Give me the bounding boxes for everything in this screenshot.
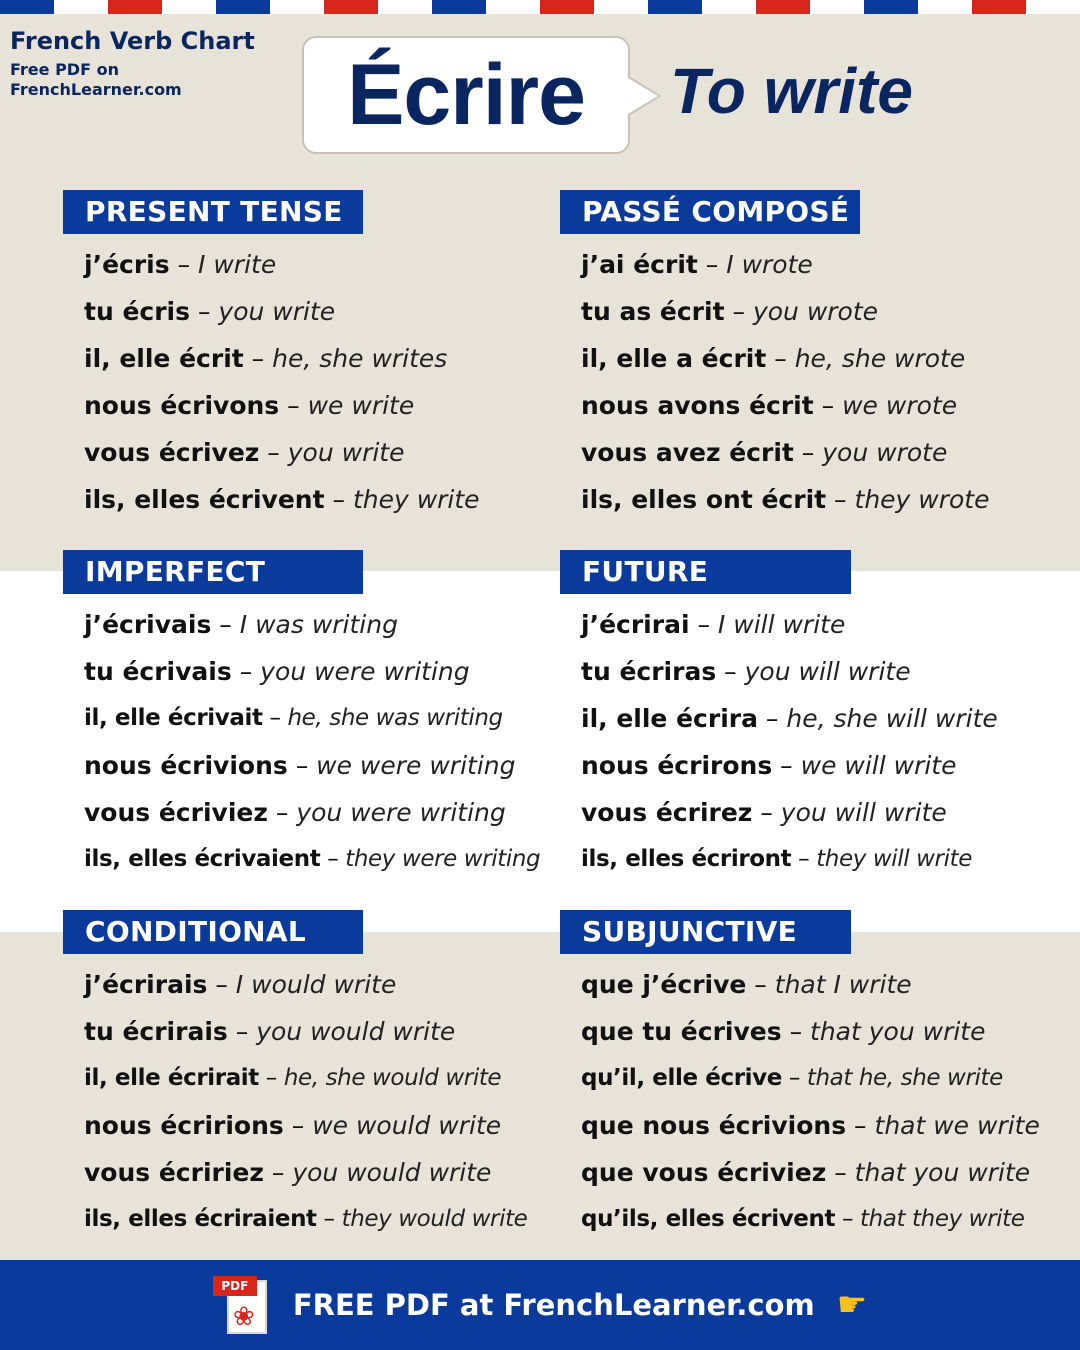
separator-dash: – <box>791 846 817 872</box>
separator-dash: – <box>320 846 346 872</box>
separator-dash: – <box>757 704 787 733</box>
conjugation-row <box>560 288 1060 335</box>
verb-translation: To write <box>670 55 913 127</box>
conjugation-row <box>560 836 1060 883</box>
french-form: vous écrivez <box>84 438 260 467</box>
english-translation: I was writing <box>239 610 398 639</box>
conjugation-row <box>560 241 1060 288</box>
english-translation: he, she writes <box>272 344 448 373</box>
english-translation: they wrote <box>854 485 990 514</box>
brand <box>10 26 270 100</box>
separator-dash: – <box>207 970 236 999</box>
tense-header: CONDITIONAL <box>63 910 363 954</box>
french-form: nous avons écrit <box>581 391 814 420</box>
french-form: vous écririez <box>84 1158 264 1187</box>
english-translation: he, she wrote <box>794 344 966 373</box>
english-translation: that they write <box>860 1206 1025 1232</box>
french-form: j’écrirais <box>84 970 208 999</box>
french-form: qu’ils, elles écrivent <box>581 1206 836 1232</box>
english-translation: you would write <box>292 1158 492 1187</box>
conjugation-row <box>560 1102 1060 1149</box>
french-form: nous écrivions <box>84 751 288 780</box>
french-form: j’écris <box>84 250 170 279</box>
flag-stripe-segment <box>432 0 486 14</box>
english-translation: I wrote <box>726 250 813 279</box>
french-form: nous écririons <box>84 1111 284 1140</box>
conjugation-row <box>63 1055 563 1102</box>
french-form: que j’écrive <box>581 970 747 999</box>
french-form: que tu écrives <box>581 1017 782 1046</box>
french-form: j’écrirai <box>581 610 690 639</box>
brand-title: French Verb Chart <box>10 27 255 55</box>
flag-stripe-segment <box>702 0 756 14</box>
french-form: ils, elles écrivaient <box>84 846 321 872</box>
english-translation: you were writing <box>296 798 506 827</box>
conjugation-row <box>560 1196 1060 1243</box>
separator-dash: – <box>752 798 781 827</box>
french-form: vous écrirez <box>581 798 753 827</box>
english-translation: you write <box>218 297 336 326</box>
flag-stripe-segment <box>864 0 918 14</box>
english-translation: he, she will write <box>786 704 998 733</box>
english-translation: we write <box>307 391 415 420</box>
separator-dash: – <box>316 1206 342 1232</box>
conjugation-list <box>560 241 1060 523</box>
pdf-file-icon: PDF ❀ <box>213 1272 275 1338</box>
separator-dash: – <box>793 438 823 467</box>
english-translation: I would write <box>235 970 397 999</box>
separator-dash: – <box>227 1017 257 1046</box>
flag-stripe-segment <box>324 0 378 14</box>
french-form: ils, elles écriront <box>581 846 792 872</box>
english-translation: you would write <box>256 1017 456 1046</box>
separator-dash: – <box>846 1111 875 1140</box>
flag-stripe-segment <box>54 0 108 14</box>
separator-dash: – <box>826 485 855 514</box>
english-translation: that I write <box>774 970 912 999</box>
french-form: il, elle écrira <box>581 704 758 733</box>
tense-block <box>560 550 1060 883</box>
french-form: qu’il, elle écrive <box>581 1065 782 1091</box>
english-translation: we will write <box>800 751 957 780</box>
conjugation-list <box>560 601 1060 883</box>
conjugation-list <box>63 961 563 1243</box>
conjugation-row <box>63 1102 563 1149</box>
flag-stripe-segment <box>972 0 1026 14</box>
french-form: que vous écriviez <box>581 1158 827 1187</box>
separator-dash: – <box>169 250 199 279</box>
english-translation: you write <box>287 438 405 467</box>
french-form: j’écrivais <box>84 610 212 639</box>
conjugation-row <box>63 836 563 883</box>
separator-dash: – <box>772 751 801 780</box>
conjugation-row <box>560 429 1060 476</box>
separator-dash: – <box>766 344 795 373</box>
conjugation-row <box>560 648 1060 695</box>
conjugation-row <box>63 429 563 476</box>
english-translation: that you write <box>854 1158 1031 1187</box>
french-form: il, elle écrirait <box>84 1065 259 1091</box>
tense-header: FUTURE <box>560 550 851 594</box>
flag-stripe-segment <box>918 0 972 14</box>
french-form: vous avez écrit <box>581 438 794 467</box>
conjugation-row <box>560 382 1060 429</box>
conjugation-row <box>63 601 563 648</box>
conjugation-row <box>63 1196 563 1243</box>
english-translation: we would write <box>312 1111 502 1140</box>
conjugation-row <box>63 335 563 382</box>
conjugation-row <box>63 742 563 789</box>
english-translation: that we write <box>874 1111 1040 1140</box>
separator-dash: – <box>835 1206 860 1232</box>
conjugation-row <box>560 961 1060 1008</box>
conjugation-row <box>560 1008 1060 1055</box>
verb-title-bubble <box>302 36 630 154</box>
flag-stripe-segment <box>540 0 594 14</box>
english-translation: they would write <box>341 1206 528 1232</box>
separator-dash: – <box>267 798 297 827</box>
conjugation-list <box>63 601 563 883</box>
french-form: ils, elles écrivent <box>84 485 325 514</box>
english-translation: he, she was writing <box>287 705 503 731</box>
french-form: ils, elles écriraient <box>84 1206 317 1232</box>
separator-dash: – <box>287 751 317 780</box>
separator-dash: – <box>826 1158 855 1187</box>
english-translation: that you write <box>810 1017 986 1046</box>
tense-block <box>63 550 563 883</box>
pdf-badge: PDF <box>213 1276 257 1296</box>
conjugation-list <box>63 241 563 523</box>
conjugation-row <box>63 1008 563 1055</box>
separator-dash: – <box>689 610 718 639</box>
english-translation: you will write <box>780 798 947 827</box>
tense-block <box>63 190 563 523</box>
conjugation-row <box>560 742 1060 789</box>
english-translation: we were writing <box>316 751 516 780</box>
conjugation-row <box>63 648 563 695</box>
separator-dash: – <box>697 250 727 279</box>
english-translation: you wrote <box>822 438 948 467</box>
conjugation-row <box>560 335 1060 382</box>
english-translation: I will write <box>717 610 846 639</box>
separator-dash: – <box>781 1017 811 1046</box>
flag-stripe-segment <box>810 0 864 14</box>
separator-dash: – <box>211 610 240 639</box>
flag-stripe-segment <box>756 0 810 14</box>
pointing-hand-icon: ☛ <box>836 1285 868 1325</box>
french-form: il, elle a écrit <box>581 344 767 373</box>
flag-stripe-segment <box>1026 0 1080 14</box>
flag-stripe-segment <box>0 0 54 14</box>
french-form: vous écriviez <box>84 798 268 827</box>
conjugation-row <box>63 961 563 1008</box>
french-form: tu as écrit <box>581 297 725 326</box>
separator-dash: – <box>724 297 753 326</box>
separator-dash: – <box>231 657 261 686</box>
conjugation-row <box>560 476 1060 523</box>
english-translation: you were writing <box>260 657 470 686</box>
flag-stripe-segment <box>108 0 162 14</box>
conjugation-row <box>560 695 1060 742</box>
french-form: tu écrivais <box>84 657 232 686</box>
tense-block <box>560 190 1060 523</box>
tense-header: PASSÉ COMPOSÉ <box>560 190 860 234</box>
separator-dash: – <box>279 391 308 420</box>
verb-infinitive: Écrire <box>347 46 585 143</box>
tense-header: SUBJUNCTIVE <box>560 910 851 954</box>
conjugation-row <box>63 1149 563 1196</box>
footer-link-text[interactable]: FREE PDF at FrenchLearner.com <box>292 1288 815 1322</box>
flag-stripe-segment <box>270 0 324 14</box>
flag-stripe-segment <box>216 0 270 14</box>
english-translation: we wrote <box>842 391 958 420</box>
english-translation: I write <box>198 250 277 279</box>
separator-dash: – <box>746 970 775 999</box>
conjugation-row <box>63 476 563 523</box>
english-translation: they were writing <box>345 846 541 872</box>
conjugation-row <box>560 601 1060 648</box>
conjugation-row <box>63 695 563 742</box>
separator-dash: – <box>716 657 745 686</box>
english-translation: they write <box>352 485 480 514</box>
french-form: tu écris <box>84 297 191 326</box>
english-translation: you will write <box>744 657 911 686</box>
separator-dash: – <box>263 1158 293 1187</box>
french-form: il, elle écrivait <box>84 705 263 731</box>
french-form: tu écriras <box>581 657 717 686</box>
separator-dash: – <box>781 1065 807 1091</box>
french-form: tu écrirais <box>84 1017 228 1046</box>
brand-subtitle: Free PDF on FrenchLearner.com <box>10 60 182 99</box>
flag-stripe-segment <box>378 0 432 14</box>
french-form: nous écrivons <box>84 391 280 420</box>
footer-banner[interactable] <box>0 1260 1080 1350</box>
separator-dash: – <box>190 297 219 326</box>
english-translation: that he, she write <box>806 1065 1003 1091</box>
separator-dash: – <box>258 1065 284 1091</box>
conjugation-row <box>63 382 563 429</box>
separator-dash: – <box>324 485 353 514</box>
tense-header: IMPERFECT <box>63 550 363 594</box>
english-translation: he, she would write <box>283 1065 502 1091</box>
separator-dash: – <box>262 705 288 731</box>
conjugation-row <box>63 241 563 288</box>
tense-block <box>560 910 1060 1243</box>
english-translation: you wrote <box>752 297 879 326</box>
flag-stripe <box>0 0 1080 14</box>
tense-block <box>63 910 563 1243</box>
conjugation-row <box>560 1055 1060 1102</box>
tense-header: PRESENT TENSE <box>63 190 363 234</box>
separator-dash: – <box>259 438 288 467</box>
conjugation-row <box>63 789 563 836</box>
conjugation-row <box>560 789 1060 836</box>
separator-dash: – <box>243 344 273 373</box>
separator-dash: – <box>813 391 843 420</box>
french-form: il, elle écrit <box>84 344 244 373</box>
french-form: nous écrirons <box>581 751 773 780</box>
conjugation-row <box>560 1149 1060 1196</box>
french-form: que nous écrivions <box>581 1111 847 1140</box>
flag-stripe-segment <box>594 0 648 14</box>
separator-dash: – <box>283 1111 313 1140</box>
flag-stripe-segment <box>162 0 216 14</box>
flag-stripe-segment <box>486 0 540 14</box>
french-form: ils, elles ont écrit <box>581 485 827 514</box>
english-translation: they will write <box>816 846 972 872</box>
flag-stripe-segment <box>648 0 702 14</box>
conjugation-list <box>560 961 1060 1243</box>
conjugation-row <box>63 288 563 335</box>
french-form: j’ai écrit <box>581 250 698 279</box>
